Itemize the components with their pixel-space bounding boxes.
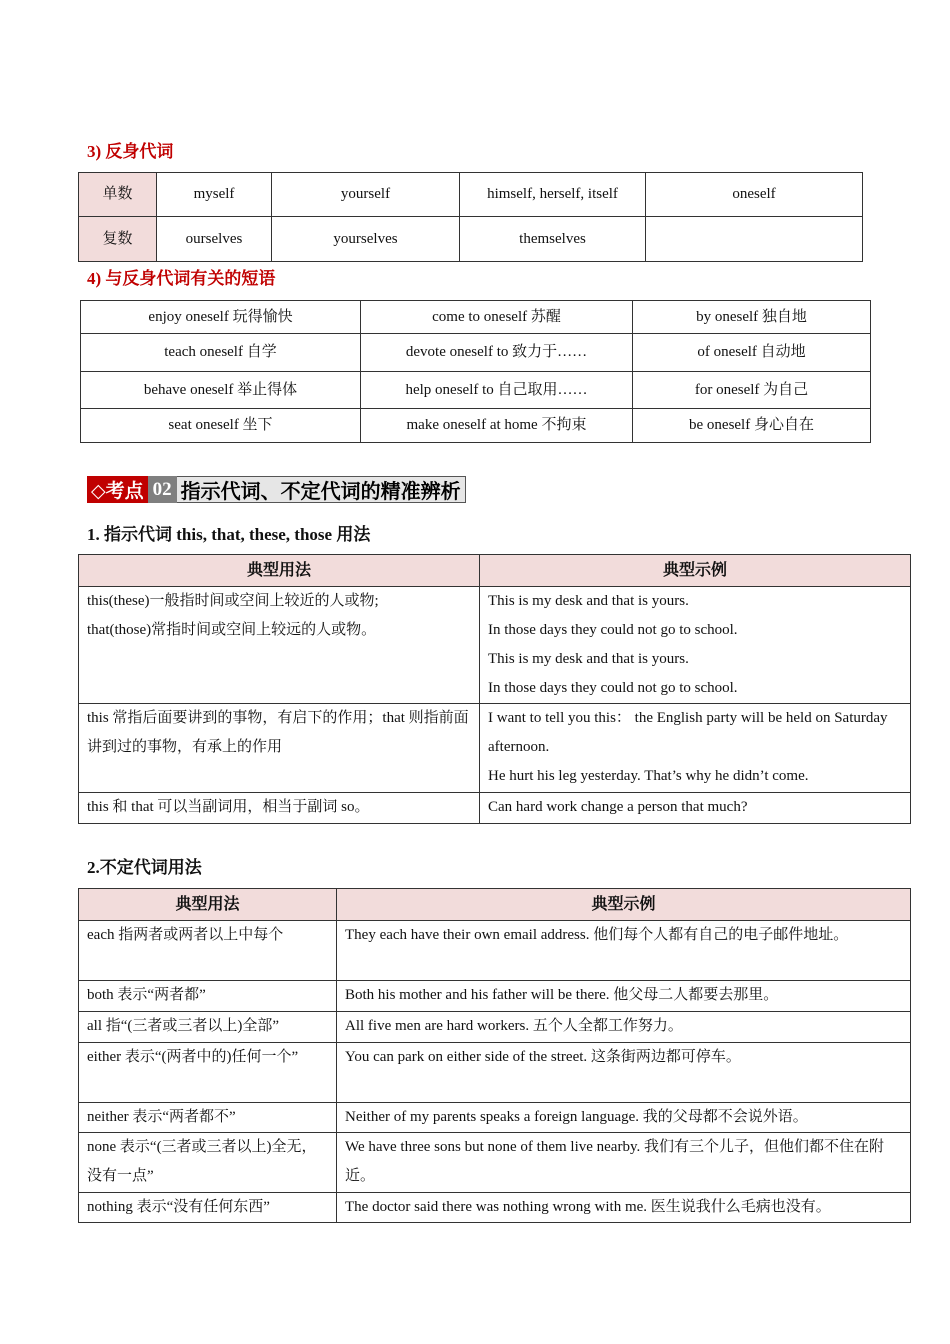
example-cell: Both his mother and his father will be there. 他父母二人都要去那里。 xyxy=(337,981,911,1012)
table-cell: teach oneself 自学 xyxy=(81,334,361,372)
table-cell: be oneself 身心自在 xyxy=(633,409,871,443)
table-row xyxy=(79,217,863,262)
column-header-usage: 典型用法 xyxy=(79,555,480,587)
table-row xyxy=(79,1193,911,1223)
example-cell: This is my desk and that is yours. In those days they could not go to school. This is my desk and that is yours. In those days they could not go to school. xyxy=(480,587,911,704)
demonstrative-heading: 1. 指示代词 this, that, these, those 用法 xyxy=(87,525,371,544)
table-header-row xyxy=(79,889,911,921)
table-row xyxy=(79,981,911,1012)
table-row xyxy=(79,921,911,981)
table-row xyxy=(79,793,911,824)
table-cell: yourselves xyxy=(272,217,460,262)
table-row xyxy=(79,173,863,217)
demonstrative-table xyxy=(78,554,911,824)
section4-heading: 4) 与反身代词有关的短语 xyxy=(87,269,276,288)
column-header-usage: 典型用法 xyxy=(79,889,337,921)
table-cell: seat oneself 坐下 xyxy=(81,409,361,443)
example-cell: You can park on either side of the street. 这条街两边都可停车。 xyxy=(337,1043,911,1103)
example-cell: We have three sons but none of them live nearby. 我们有三个儿子，但他们都不住在附近。 xyxy=(337,1133,911,1193)
indefinite-heading: 2.不定代词用法 xyxy=(87,858,202,877)
table-cell: behave oneself 举止得体 xyxy=(81,372,361,409)
column-header-example: 典型示例 xyxy=(337,889,911,921)
example-cell: All five men are hard workers. 五个人全都工作努力。 xyxy=(337,1012,911,1043)
usage-cell: all 指“(三者或三者以上)全部” xyxy=(79,1012,337,1043)
table-cell: of oneself 自动地 xyxy=(633,334,871,372)
banner-title: 指示代词、不定代词的精准辨析 xyxy=(177,476,466,503)
table-row xyxy=(79,1012,911,1043)
table-row xyxy=(81,372,871,409)
table-cell: help oneself to 自己取用…… xyxy=(361,372,633,409)
table-row xyxy=(81,409,871,443)
usage-cell: each 指两者或两者以上中每个 xyxy=(79,921,337,981)
table-row xyxy=(79,1133,911,1193)
usage-cell: nothing 表示“没有任何东西” xyxy=(79,1193,337,1223)
table-cell: themselves xyxy=(460,217,646,262)
topic-banner xyxy=(87,476,466,503)
table-cell: ourselves xyxy=(157,217,272,262)
indefinite-table xyxy=(78,888,911,1223)
section3-heading: 3) 反身代词 xyxy=(87,142,174,161)
table-cell xyxy=(646,217,863,262)
row-label-singular: 单数 xyxy=(79,173,157,217)
example-cell: I want to tell you this： the English party will be held on Saturday afternoon. He hurt his leg yesterday. That’s why he didn’t come. xyxy=(480,704,911,793)
usage-cell: this 常指后面要讲到的事物，有启下的作用；that 则指前面讲到过的事物，有承上的作用 xyxy=(79,704,480,793)
table-row xyxy=(79,1103,911,1133)
table-row xyxy=(81,301,871,334)
table-cell: for oneself 为自己 xyxy=(633,372,871,409)
column-header-example: 典型示例 xyxy=(480,555,911,587)
example-cell: Can hard work change a person that much? xyxy=(480,793,911,824)
banner-marker: ◇考点 xyxy=(87,476,148,503)
table-cell: oneself xyxy=(646,173,863,217)
example-cell: The doctor said there was nothing wrong with me. 医生说我什么毛病也没有。 xyxy=(337,1193,911,1223)
banner-number: 02 xyxy=(148,476,177,503)
table-cell: enjoy oneself 玩得愉快 xyxy=(81,301,361,334)
table-cell: himself, herself, itself xyxy=(460,173,646,217)
table-cell: myself xyxy=(157,173,272,217)
table-header-row xyxy=(79,555,911,587)
reflexive-phrase-table xyxy=(80,300,871,443)
example-cell: Neither of my parents speaks a foreign language. 我的父母都不会说外语。 xyxy=(337,1103,911,1133)
table-row xyxy=(79,1043,911,1103)
table-cell: yourself xyxy=(272,173,460,217)
reflexive-pronoun-table xyxy=(78,172,863,262)
table-cell: devote oneself to 致力于…… xyxy=(361,334,633,372)
table-row xyxy=(79,587,911,704)
table-cell: make oneself at home 不拘束 xyxy=(361,409,633,443)
row-label-plural: 复数 xyxy=(79,217,157,262)
usage-cell: either 表示“(两者中的)任何一个” xyxy=(79,1043,337,1103)
table-row xyxy=(81,334,871,372)
example-cell: They each have their own email address. 他们每个人都有自己的电子邮件地址。 xyxy=(337,921,911,981)
usage-cell: this 和 that 可以当副词用，相当于副词 so。 xyxy=(79,793,480,824)
usage-cell: this(these)一般指时间或空间上较近的人或物; that(those)常指时间或空间上较远的人或物。 xyxy=(79,587,480,704)
table-row xyxy=(79,704,911,793)
usage-cell: none 表示“(三者或三者以上)全无，没有一点” xyxy=(79,1133,337,1193)
usage-cell: neither 表示“两者都不” xyxy=(79,1103,337,1133)
usage-cell: both 表示“两者都” xyxy=(79,981,337,1012)
table-cell: by oneself 独自地 xyxy=(633,301,871,334)
table-cell: come to oneself 苏醒 xyxy=(361,301,633,334)
